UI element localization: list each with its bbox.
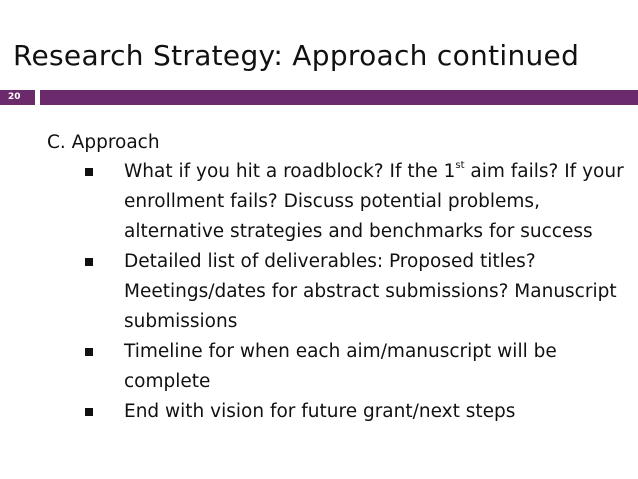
- slide-title: Research Strategy: Approach continued: [13, 39, 580, 72]
- bullet-text: Detailed list of deliverables: Proposed titles? Meetings/dates for abstract submissions? Manuscript submissions: [124, 251, 617, 332]
- square-bullet-icon: [85, 348, 93, 356]
- bullet-text: End with vision for future grant/next steps: [124, 401, 516, 422]
- slide-content: [47, 128, 632, 427]
- ordinal-suffix: st: [455, 159, 465, 171]
- bullet-item-vision: [81, 397, 632, 427]
- bullet-text: What if you hit a roadblock? If the 1st aim fails? If your enrollment fails? Discuss potential problems, alternative strategies and benchmarks for success: [124, 159, 624, 242]
- bullet-text: Timeline for when each aim/manuscript will be complete: [124, 341, 557, 392]
- bullet-item-deliverables: [81, 247, 632, 337]
- square-bullet-icon: [85, 258, 93, 266]
- bullet-list: [47, 157, 632, 427]
- square-bullet-icon: [85, 168, 93, 176]
- title-divider-bar: [40, 90, 638, 105]
- square-bullet-icon: [85, 408, 93, 416]
- bullet-item-roadblock: [81, 157, 632, 247]
- slide-number-badge: 20: [0, 90, 35, 105]
- bullet-item-timeline: [81, 337, 632, 397]
- section-heading: C. Approach: [47, 132, 160, 153]
